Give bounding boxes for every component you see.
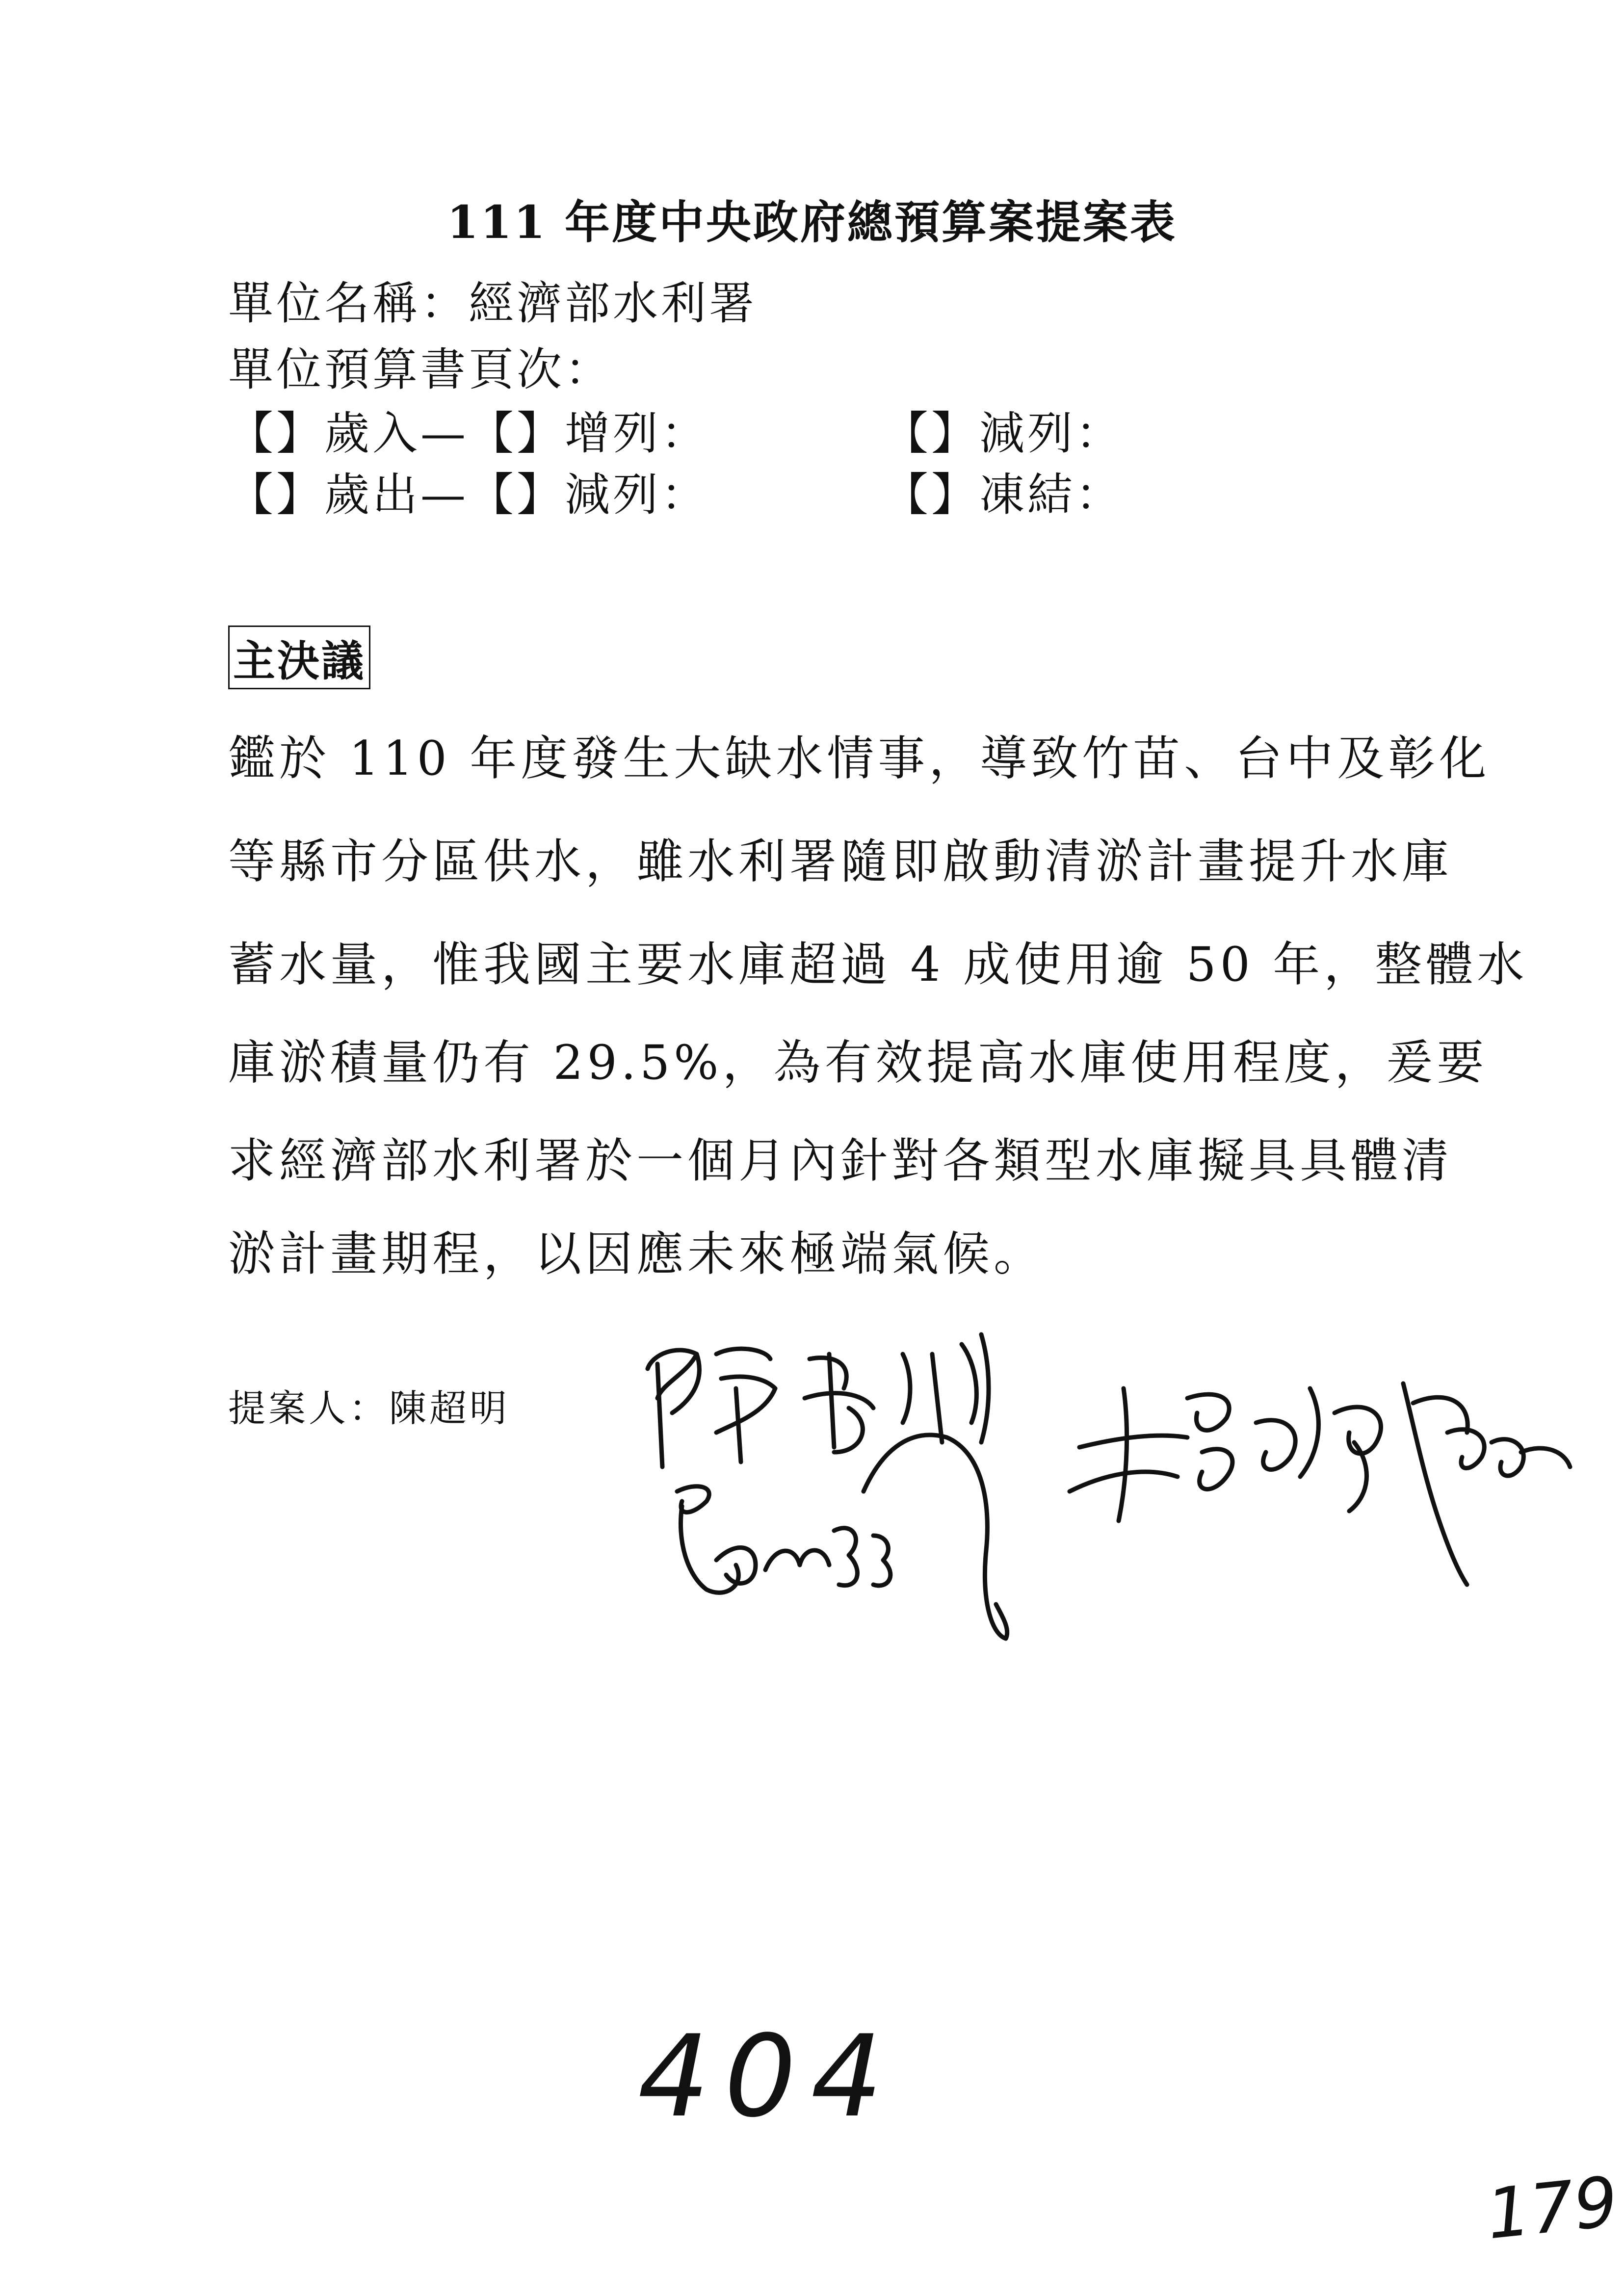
- revenue-line: 【】歲入—【】增列：: [228, 407, 709, 460]
- signature-one: [648, 1334, 989, 1467]
- handwritten-page-number: 404: [638, 2011, 897, 2142]
- decision-label: 主決議: [228, 626, 370, 689]
- signature-two: [677, 1435, 1007, 1639]
- revenue-reduce: 【】減列：: [883, 407, 1124, 460]
- decision-line: 等縣市分區供水，雖水利署隨即啟動清淤計畫提升水庫: [228, 834, 1453, 889]
- decision-line: 鑑於 110 年度發生大缺水情事，導致竹苗、台中及彰化: [228, 731, 1491, 786]
- expense-line: 【】歲出—【】減列：: [228, 469, 709, 521]
- budget-page: 單位預算書頁次：: [228, 343, 613, 396]
- proposer-label: 提案人：陳超明: [228, 1386, 510, 1430]
- expense-freeze: 【】凍結：: [883, 469, 1124, 521]
- decision-line: 淤計畫期程，以因應未來極端氣候。: [228, 1226, 1045, 1281]
- signature-three: [1070, 1383, 1570, 1585]
- handwritten-small-number: 179: [1483, 2162, 1622, 2255]
- document-title: 111 年度中央政府總預算案提案表: [446, 196, 1178, 249]
- decision-line: 求經濟部水利署於一個月內針對各類型水庫擬具具體清: [228, 1133, 1453, 1188]
- decision-line: 庫淤積量仍有 29.5%，為有效提高水庫使用程度，爰要: [228, 1035, 1488, 1090]
- unit-name: 單位名稱：經濟部水利署: [228, 277, 758, 330]
- decision-line: 蓄水量，惟我國主要水庫超過 4 成使用逾 50 年，整體水: [228, 937, 1528, 992]
